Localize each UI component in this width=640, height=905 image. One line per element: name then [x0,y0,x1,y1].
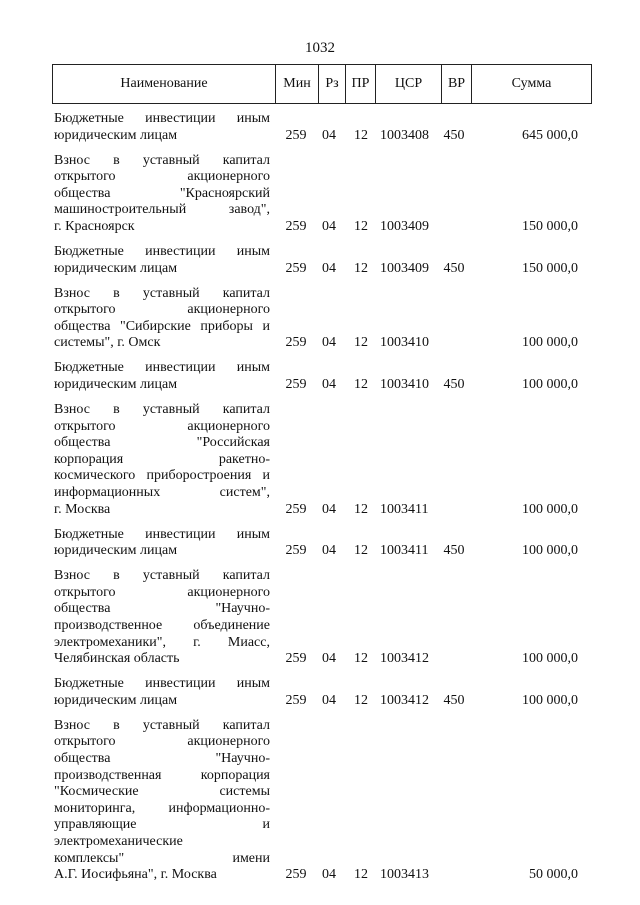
row-min: 259 [285,218,307,234]
row-name-line: открытого акционерного [54,584,270,600]
row-name-line: Бюджетные инвестиции иным [54,676,270,692]
row-csr: 1003408 [380,127,429,143]
row-rz: 04 [322,376,336,392]
row-name-line: производственная корпорация [54,767,270,783]
row-csr: 1003412 [380,651,429,667]
table-header [52,64,592,104]
row-name-line: электромеханические [54,833,183,849]
header-name: Наименование [53,65,276,104]
row-sum: 645 000,0 [522,127,578,143]
row-rz: 04 [322,543,336,559]
row-min: 259 [285,260,307,276]
row-name-line: Бюджетные инвестиции иным [54,244,270,259]
row-min: 259 [285,376,307,392]
row-name-line: мониторинга, информационно- [54,800,270,816]
row-sum: 100 000,0 [522,501,578,517]
header-rz: Рз [319,65,346,104]
row-name-line: корпорация ракетно- [54,451,270,467]
row-sum: 100 000,0 [522,376,578,392]
row-name-line: Бюджетные инвестиции иным [54,111,270,126]
row-vr: 450 [443,127,465,143]
row-name-line: юридическим лицам [54,692,178,708]
row-csr: 1003409 [380,218,429,234]
row-vr: 450 [443,692,465,708]
row-name-line: Бюджетные инвестиции иным [54,360,270,376]
row-name [54,111,270,144]
row-name-line: космического приборостроения и [54,468,270,484]
row-name-line: общества "Сибирские приборы и [54,318,270,334]
row-name [54,402,270,518]
row-csr: 1003411 [380,543,429,559]
row-name-line: общества "Научно- [54,601,270,617]
row-name [54,718,270,884]
row-name-line: электромеханики", г. Миасс, [54,634,270,650]
row-name [54,676,270,709]
row-csr: 1003410 [380,335,429,351]
row-csr: 1003410 [380,376,429,392]
row-pr: 12 [354,543,368,559]
row-rz: 04 [322,692,336,708]
row-pr: 12 [354,501,368,517]
page-number: 1032 [305,40,335,56]
row-min: 259 [285,501,307,517]
row-min: 259 [285,543,307,559]
row-pr: 12 [354,127,368,143]
row-name [54,568,270,668]
row-min: 259 [285,127,307,143]
row-rz: 04 [322,651,336,667]
row-name-line: открытого акционерного [54,418,270,434]
row-rz: 04 [322,127,336,143]
row-name-line: юридическим лицам [54,260,178,276]
header-csr: ЦСР [376,65,442,104]
row-name-line: А.Г. Иосифьяна", г. Москва [54,867,217,883]
row-sum: 150 000,0 [522,260,578,276]
row-name-line: Взнос в уставный капитал [54,152,270,168]
row-rz: 04 [322,501,336,517]
row-name-line: г. Красноярск [54,218,135,234]
row-name-line: открытого акционерного [54,734,270,750]
row-name-line: юридическим лицам [54,127,178,143]
row-name-line: управляющие и [54,817,270,833]
row-csr: 1003409 [380,260,429,276]
row-pr: 12 [354,867,368,883]
row-rz: 04 [322,218,336,234]
row-name [54,153,270,236]
row-rz: 04 [322,335,336,351]
row-name [54,527,270,560]
row-name [54,360,270,393]
row-vr: 450 [443,543,465,559]
row-name-line: открытого акционерного [54,169,270,185]
row-vr: 450 [443,376,465,392]
header-min: Мин [276,65,319,104]
row-pr: 12 [354,218,368,234]
row-csr: 1003413 [380,867,429,883]
row-min: 259 [285,867,307,883]
row-rz: 04 [322,867,336,883]
row-sum: 50 000,0 [529,867,578,883]
row-pr: 12 [354,335,368,351]
row-name-line: Взнос в уставный капитал [54,568,270,584]
row-csr: 1003412 [380,692,429,708]
row-min: 259 [285,335,307,351]
row-name-line: комплексы" имени [54,850,270,866]
row-pr: 12 [354,260,368,276]
row-name-line: Взнос в уставный капитал [54,402,270,417]
row-rz: 04 [322,260,336,276]
row-min: 259 [285,692,307,708]
row-name-line: информационных систем", [54,484,270,500]
row-min: 259 [285,651,307,667]
row-name-line: "Космические системы [54,784,270,800]
row-name-line: общества "Российская [54,435,270,451]
row-csr: 1003411 [380,501,429,517]
header-sum: Сумма [472,65,592,104]
row-name-line: Челябинская область [54,651,180,667]
row-name-line: г. Москва [54,501,111,517]
row-name-line: юридическим лицам [54,543,178,559]
row-name-line: системы", г. Омск [54,335,161,351]
row-name [54,286,270,352]
row-name-line: Взнос в уставный капитал [54,285,270,301]
row-name-line: машиностроительный завод", [54,202,270,218]
row-sum: 100 000,0 [522,543,578,559]
header-vr: ВР [442,65,472,104]
row-name-line: общества "Научно- [54,750,270,766]
row-name-line: общества "Красноярский [54,185,270,201]
row-name-line: Взнос в уставный капитал [54,717,270,733]
row-pr: 12 [354,692,368,708]
row-sum: 100 000,0 [522,651,578,667]
row-name-line: производственное объединение [54,617,270,633]
row-name [54,244,270,277]
row-pr: 12 [354,376,368,392]
row-name-line: Бюджетные инвестиции иным [54,526,270,542]
row-name-line: открытого акционерного [54,302,270,318]
row-pr: 12 [354,651,368,667]
row-sum: 100 000,0 [522,335,578,351]
row-sum: 150 000,0 [522,218,578,234]
row-sum: 100 000,0 [522,692,578,708]
row-vr: 450 [443,260,465,276]
row-name-line: юридическим лицам [54,376,178,392]
header-pr: ПР [346,65,376,104]
